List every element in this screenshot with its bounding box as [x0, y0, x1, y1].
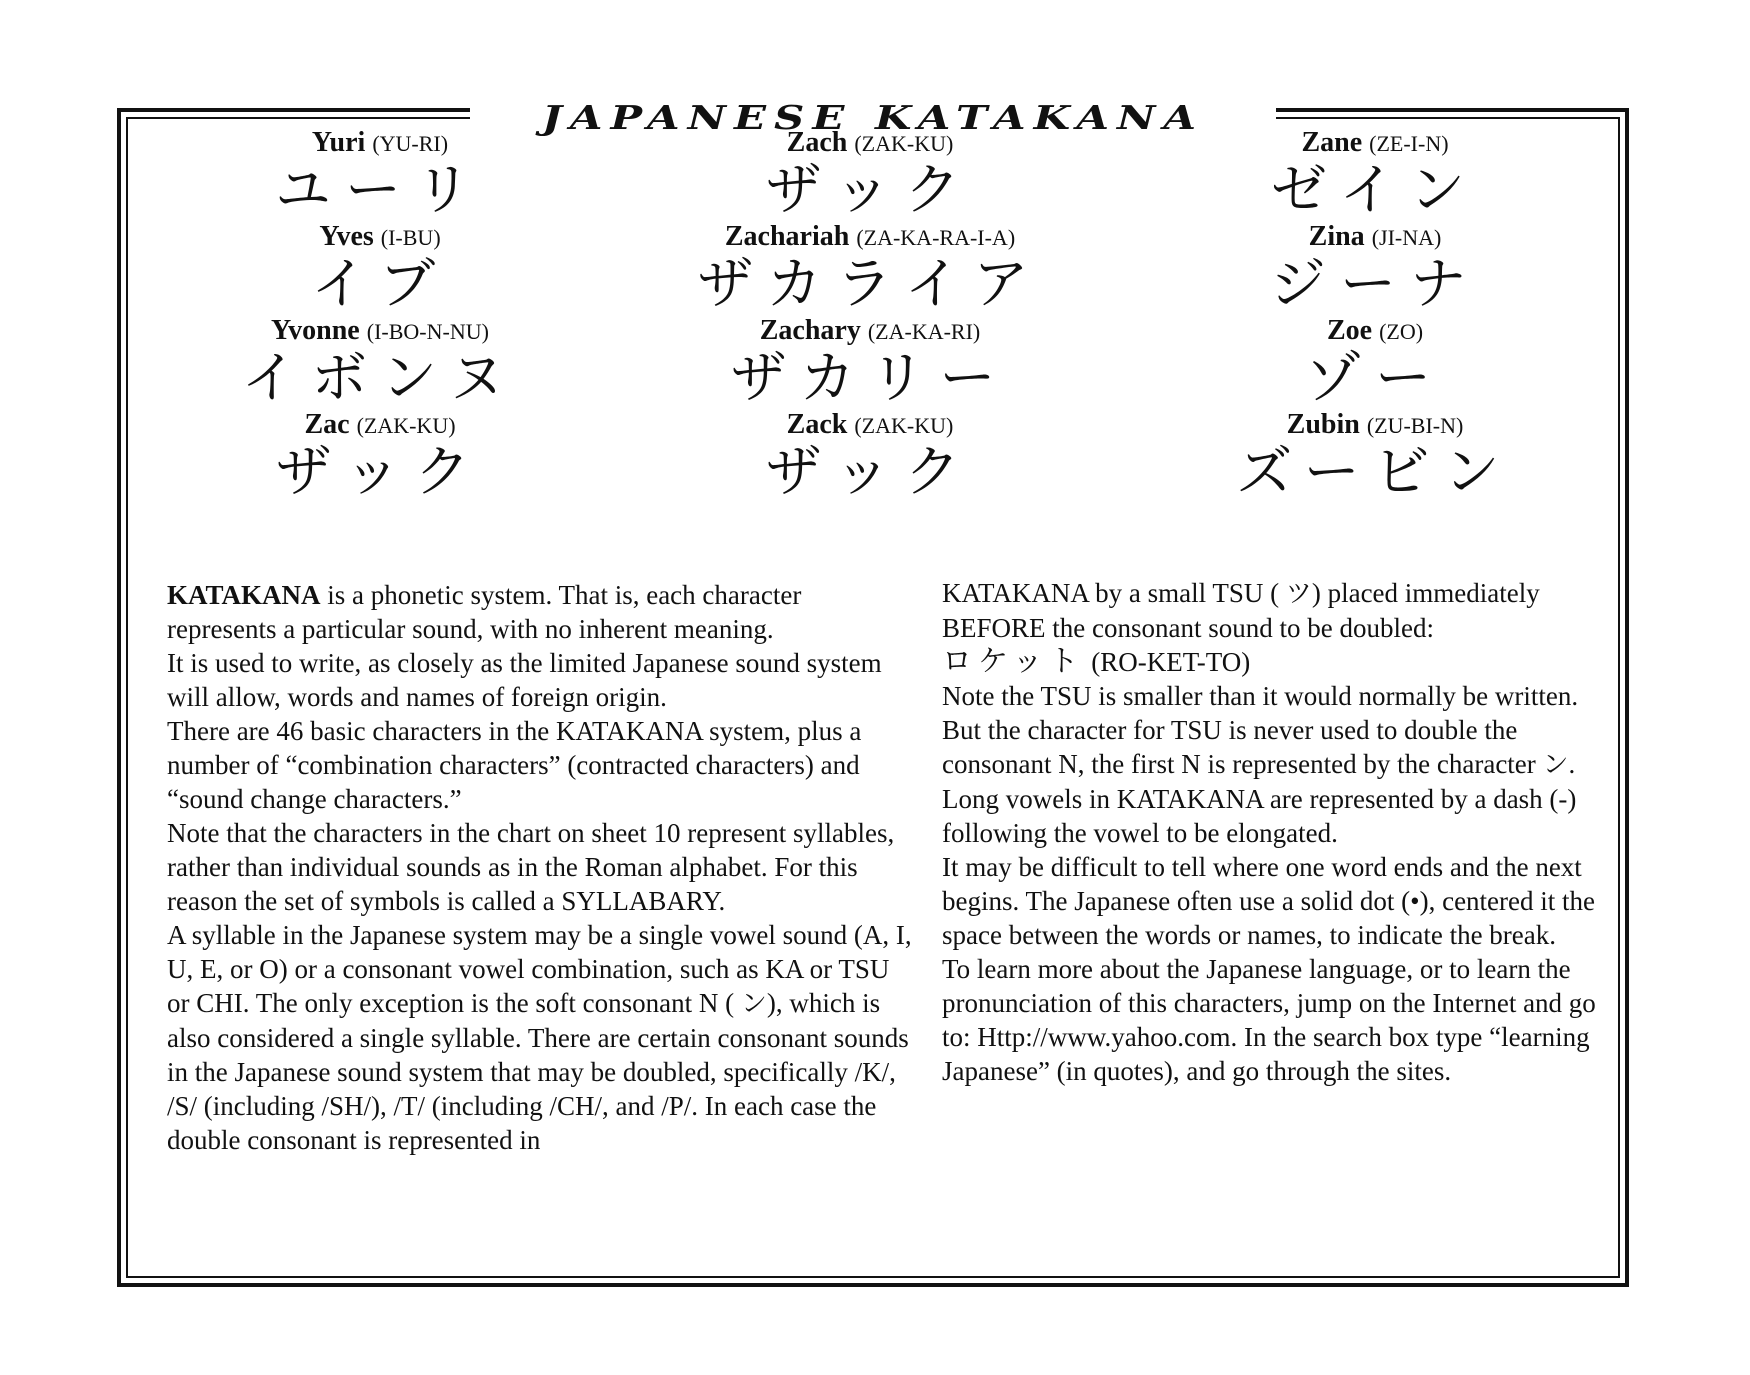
name-katakana: ザック	[765, 440, 975, 505]
name-entry	[1140, 222, 1610, 316]
name-english: Zoe	[1326, 315, 1373, 346]
name-pronunciation: (YU-RI)	[372, 131, 449, 156]
name-label	[630, 410, 1110, 441]
paragraph: There are 46 basic characters in the KATAKANA system, plus a number of “combination characters” (contracted characters) and “sound change characters.”	[167, 716, 862, 814]
name-pronunciation: (I-BO-N-NU)	[366, 319, 489, 344]
name-english: Zane	[1301, 127, 1363, 158]
names-grid	[140, 128, 1610, 528]
name-pronunciation: (ZO)	[1379, 319, 1424, 344]
paragraph: Note the TSU is smaller than it would normally be written. But the character for TSU is never used to double the consonant N, the first N is represented by the character ン.	[942, 681, 1579, 780]
name-label	[140, 410, 620, 441]
example-pronunciation: (RO-KET-TO)	[1084, 647, 1251, 677]
name-katakana: ジーナ	[1270, 252, 1480, 317]
name-english: Zina	[1308, 221, 1365, 252]
name-english: Yves	[319, 221, 374, 252]
names-column-2	[630, 128, 1110, 504]
name-katakana: ズービン	[1236, 440, 1514, 505]
name-entry	[1140, 128, 1610, 222]
name-english: Zachary	[759, 315, 861, 346]
name-katakana: イボンヌ	[241, 346, 519, 411]
name-english: Zachariah	[724, 221, 850, 252]
paragraph: It may be difficult to tell where one word ends and the next begins. The Japanese often use a solid dot (•), centered it the space between the words or names, to indicate the break.	[942, 852, 1596, 950]
name-entry	[140, 410, 620, 504]
name-pronunciation: (ZAK-KU)	[356, 413, 456, 438]
name-entry	[140, 316, 620, 410]
body-left-column	[167, 578, 912, 1157]
name-katakana: ザック	[275, 440, 485, 505]
name-label	[630, 222, 1110, 253]
names-column-1	[140, 128, 620, 504]
name-label	[1140, 222, 1610, 253]
name-label	[140, 128, 620, 159]
name-entry	[140, 222, 620, 316]
name-entry	[630, 222, 1110, 316]
paragraph: To learn more about the Japanese language, or to learn the pronunciation of this characters, jump on the Internet and go to: Http://www.yahoo.com. In the search box type “learning Japanese” (in quotes), and go through the sites.	[942, 954, 1596, 1086]
name-english: Zubin	[1286, 409, 1360, 440]
name-pronunciation: (ZAK-KU)	[854, 131, 954, 156]
name-pronunciation: (JI-NA)	[1371, 225, 1442, 250]
name-english: Zac	[304, 409, 350, 440]
name-katakana: イブ	[310, 252, 450, 317]
name-entry	[140, 128, 620, 222]
name-katakana: ザカライア	[697, 252, 1043, 317]
names-column-3	[1140, 128, 1610, 504]
name-english: Yuri	[311, 127, 366, 158]
name-english: Zach	[786, 127, 848, 158]
name-entry	[630, 316, 1110, 410]
example-line	[942, 645, 1602, 679]
name-english: Yvonne	[271, 315, 360, 346]
name-pronunciation: (ZA-KA-RA-I-A)	[856, 225, 1016, 250]
name-english: Zack	[786, 409, 848, 440]
paragraph: A syllable in the Japanese system may be a single vowel sound (A, I, U, E, or O) or a consonant vowel combination, such as KA or TSU or CHI. The only exception is the soft consonant N ( ン), which is also considered a single syllable. There are certain consonant sounds in the Japanese sound system that may be doubled, specifically /K/, /S/ (including /SH/), /T/ (including /CH/, and /P/. In each case the double consonant is represented in	[167, 920, 912, 1155]
name-pronunciation: (ZAK-KU)	[854, 413, 954, 438]
paragraph: Note that the characters in the chart on sheet 10 represent syllables, rather than individual sounds as in the Roman alphabet. For this reason the set of symbols is called a SYLLABARY.	[167, 818, 895, 916]
name-pronunciation: (ZU-BI-N)	[1366, 413, 1464, 438]
body-right-column	[942, 576, 1602, 1088]
name-entry	[630, 128, 1110, 222]
page-title: JAPANESE KATAKANA	[542, 97, 1204, 137]
paragraph: KATAKANA by a small TSU ( ツ) placed immediately BEFORE the consonant sound to be doubled:	[942, 578, 1540, 643]
paragraph: KATAKANA is a phonetic system. That is, each character represents a particular sound, with no inherent meaning.	[167, 580, 802, 644]
name-entry	[630, 410, 1110, 504]
example-katakana: ロケット	[942, 644, 1085, 679]
name-label	[1140, 316, 1610, 347]
name-katakana: ゼイン	[1270, 158, 1480, 223]
inline-katakana: ン	[740, 989, 767, 1019]
name-label	[630, 128, 1110, 159]
dot-symbol: •	[1410, 886, 1420, 916]
katakana-term: KATAKANA	[167, 580, 321, 610]
name-katakana: ゾー	[1305, 346, 1445, 411]
name-label	[140, 316, 620, 347]
name-pronunciation: (ZE-I-N)	[1369, 131, 1449, 156]
name-katakana: ユーリ	[275, 158, 485, 223]
name-katakana: ザック	[765, 158, 975, 223]
name-katakana: ザカリー	[730, 346, 1010, 411]
name-entry	[1140, 316, 1610, 410]
inline-katakana: ツ	[1285, 579, 1312, 609]
name-label	[1140, 410, 1610, 441]
paragraph: Long vowels in KATAKANA are represented by a dash (-) following the vowel to be elongated.	[942, 784, 1577, 848]
name-label	[140, 222, 620, 253]
paragraph: It is used to write, as closely as the limited Japanese sound system will allow, words and names of foreign origin.	[167, 648, 882, 712]
name-pronunciation: (ZA-KA-RI)	[867, 319, 981, 344]
name-pronunciation: (I-BU)	[380, 225, 441, 250]
name-label	[630, 316, 1110, 347]
name-entry	[1140, 410, 1610, 504]
name-label	[1140, 128, 1610, 159]
inline-katakana: ン	[1542, 750, 1569, 780]
